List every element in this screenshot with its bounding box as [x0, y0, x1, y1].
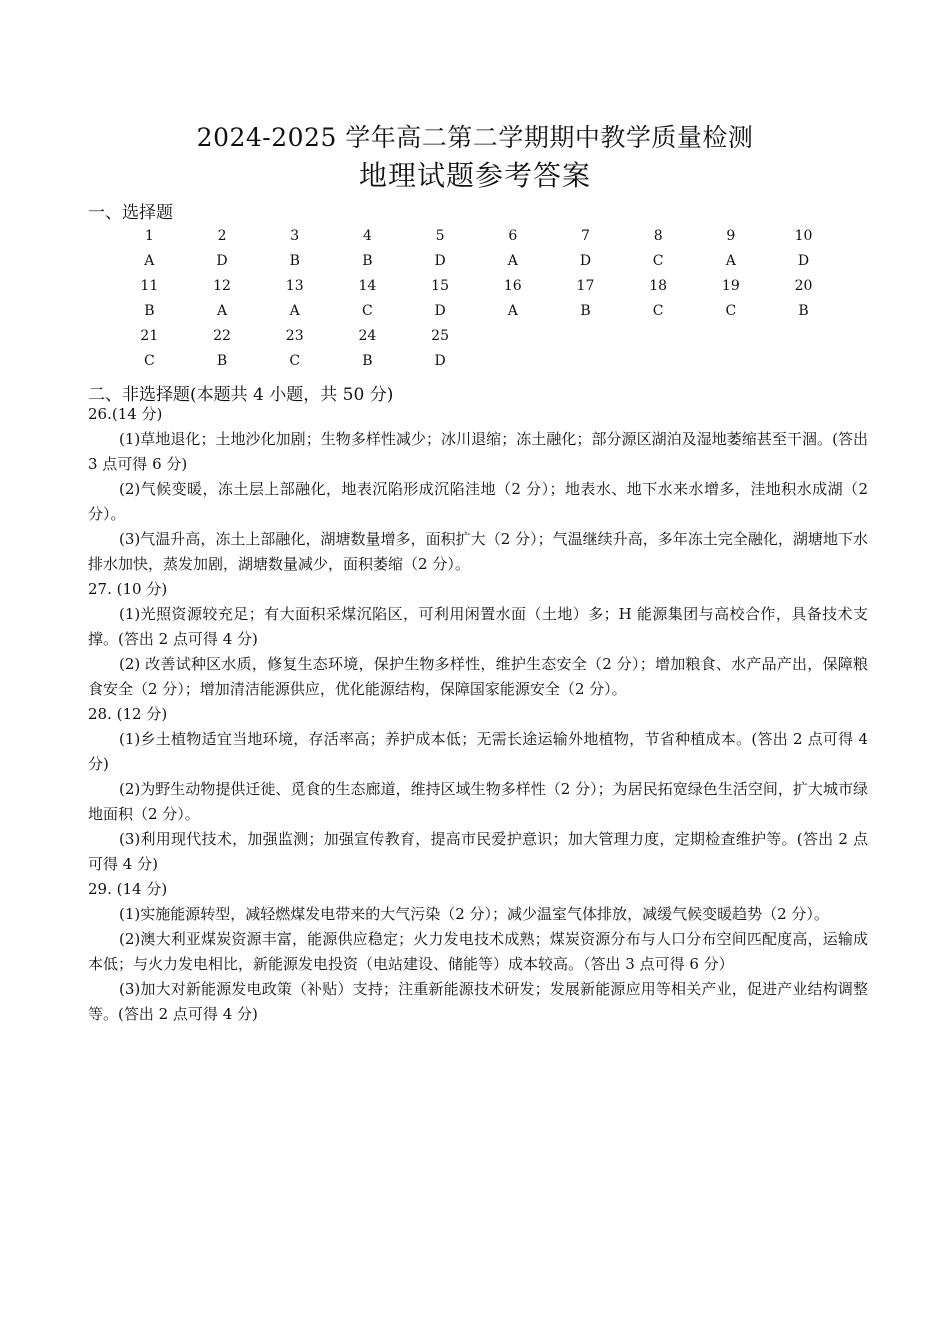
question-number: 8 — [653, 228, 663, 244]
answer-letter: B — [216, 353, 228, 369]
answer-paragraph: (2)澳大利亚煤炭资源丰富，能源供应稳定；火力发电技术成熟；煤炭资源分布与人口分布空间匹配度高，运输成本低；与火力发电相比，新能源发电投资（电站建设、储能等）成本较高。（答出 3 点可得 6 分） — [88, 930, 868, 973]
question-number: 11 — [140, 278, 159, 294]
answer-letter: B — [362, 353, 373, 369]
question-number: 24 — [358, 328, 377, 344]
answer-letter: D — [216, 253, 228, 269]
question-number: 3 — [290, 228, 300, 244]
answer-paragraph: (2)为野生动物提供迁徙、觅食的生态廊道，维持区域生物多样性（2 分）；为居民拓宽绿色生活空间，扩大城市绿地面积（2 分）。 — [88, 780, 868, 823]
question-number: 25 — [431, 328, 449, 344]
answer-letter: A — [289, 303, 300, 319]
answer-letter: C — [652, 253, 664, 269]
answer-letter: C — [652, 303, 664, 319]
answer-letter: C — [143, 353, 155, 369]
answer-paragraph: (2)气候变暖，冻土层上部融化，地表沉陷形成沉陷洼地（2 分）；地表水、地下水来水增多，洼地积水成湖（2 分）。 — [88, 480, 868, 523]
question-number: 19 — [721, 278, 740, 294]
section-multiple-choice-heading: 一、选择题 — [88, 203, 173, 223]
answer-letter: B — [289, 253, 300, 269]
answer-key-title: 地理试题参考答案 — [358, 159, 591, 192]
question-number: 7 — [581, 228, 590, 244]
answer-paragraph: (1)乡土植物适宜当地环境，存活率高；养护成本低；无需长途运输外地植物，节省种植成本。(答出 2 点可得 4 分) — [88, 730, 868, 773]
empty-cell — [695, 349, 768, 374]
answer-paragraph: (3)加大对新能源发电政策（补贴）支持；注重新能源技术研发；发展新能源应用等相关产业，促进产业结构调整等。(答出 2 点可得 4 分) — [88, 980, 868, 1023]
empty-cell — [476, 349, 549, 374]
answer-paragraph: (1)草地退化；土地沙化加剧；生物多样性减少；冰川退缩；冻土融化；部分源区湖泊及湿地萎缩甚至干涸。(答出 3 点可得 6 分) — [88, 430, 868, 473]
answer-paragraph: (3)气温升高，冻土上部融化，湖塘数量增多，面积扩大（2 分）；气温继续升高，多年冻土完全融化，湖塘地下水排水加快，蒸发加剧，湖塘数量减少，面积萎缩（2 分）。 — [88, 530, 868, 573]
question-number: 23 — [285, 328, 304, 344]
question-heading: 29. (14 分) — [88, 880, 168, 898]
question-number: 9 — [726, 228, 736, 244]
answer-paragraph: (2) 改善试种区水质，修复生态环境，保护生物多样性，维护生态安全（2 分）；增加粮食、水产品产出，保障粮食安全（2 分）；增加清洁能源供应，优化能源结构，保障国家能源安全（2 分）。 — [88, 655, 868, 698]
question-number: 21 — [140, 328, 159, 344]
answer-letter: D — [579, 253, 592, 269]
open-questions — [88, 402, 868, 1027]
question-number: 4 — [362, 228, 372, 244]
question-number: 6 — [508, 228, 518, 244]
answer-letter: A — [507, 303, 518, 319]
empty-cell — [476, 324, 549, 349]
question-heading: 26.(14 分) — [88, 405, 163, 423]
answer-letter: C — [725, 303, 737, 319]
answer-letter: B — [798, 303, 809, 319]
answer-letter: D — [434, 303, 446, 319]
answer-letter: A — [725, 253, 736, 269]
answer-letter: C — [289, 353, 301, 369]
question-number: 22 — [213, 328, 231, 344]
answer-letter: B — [362, 253, 373, 269]
empty-cell — [695, 324, 768, 349]
answer-letter: A — [507, 253, 518, 269]
exam-title: 2024-2025 学年高二第二学期期中教学质量检测 — [196, 123, 754, 152]
question-number: 13 — [285, 278, 304, 294]
answer-letter: A — [144, 253, 155, 269]
answer-letter: B — [144, 303, 155, 319]
answer-grid — [113, 224, 840, 374]
answer-letter: D — [797, 253, 810, 269]
question-number: 2 — [217, 228, 227, 244]
answer-letter: B — [580, 303, 591, 319]
question-number: 17 — [576, 278, 595, 294]
answer-letter: D — [434, 253, 446, 269]
answer-letter: C — [362, 303, 373, 319]
question-number: 20 — [794, 278, 813, 294]
question-number: 5 — [435, 228, 445, 244]
question-heading: 28. (12 分) — [88, 705, 168, 723]
answer-paragraph: (1)实施能源转型，减轻燃煤发电带来的大气污染（2 分）；减少温室气体排放，减缓气候变暖趋势（2 分）。 — [119, 905, 829, 923]
empty-cell — [767, 324, 840, 349]
answer-letter: A — [216, 303, 228, 319]
question-number: 18 — [649, 278, 668, 294]
section-open-questions-heading: 二、非选择题(本题共 4 小题，共 50 分) — [88, 385, 394, 405]
question-number: 10 — [794, 228, 813, 244]
question-heading: 27. (10 分) — [88, 580, 168, 598]
question-number: 1 — [144, 228, 154, 244]
answer-letter: D — [434, 353, 446, 369]
question-number: 15 — [431, 278, 449, 294]
empty-cell — [549, 324, 622, 349]
question-number: 12 — [213, 278, 231, 294]
empty-cell — [767, 349, 840, 374]
empty-cell — [622, 324, 695, 349]
answer-paragraph: (3)利用现代技术，加强监测；加强宣传教育，提高市民爱护意识；加大管理力度，定期检查维护等。(答出 2 点可得 4 分) — [88, 830, 868, 873]
empty-cell — [549, 349, 622, 374]
question-number: 14 — [358, 278, 377, 294]
answer-paragraph: (1)光照资源较充足；有大面积采煤沉陷区，可利用闲置水面（土地）多；H 能源集团与高校合作，具备技术支撑。(答出 2 点可得 4 分) — [88, 605, 868, 648]
empty-cell — [622, 349, 695, 374]
question-number: 16 — [503, 278, 522, 294]
